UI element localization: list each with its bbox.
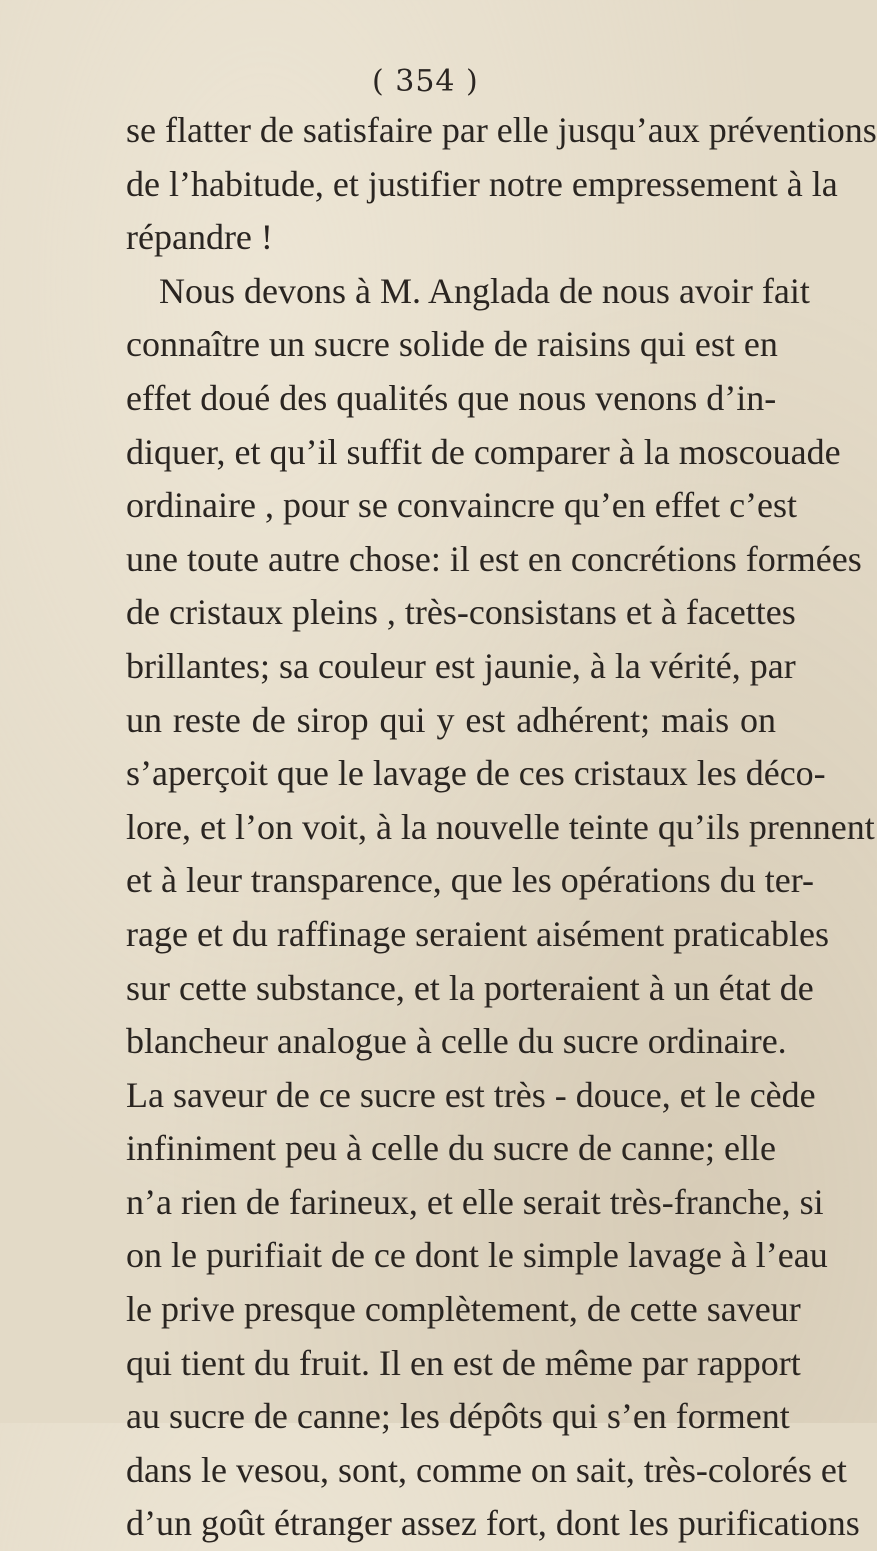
text-line: au sucre de canne; les dépôts qui s’en forment [126,1396,790,1437]
text-line: blancheur analogue à celle du sucre ordinaire. [126,1021,787,1062]
text-line: La saveur de ce sucre est très - douce, et le cède [126,1074,816,1115]
text-line: on le purifiait de ce dont le simple lavage à l’eau [126,1235,828,1276]
text-line: s’aperçoit que le lavage de ces cristaux les déco- [126,753,826,794]
text-line: ordinaire , pour se convaincre qu’en effet c’est [126,485,798,526]
text-line: qui tient du fruit. Il en est de même par rapport [126,1342,801,1383]
text-line: et à leur transparence, que les opérations du ter- [126,860,814,901]
text-line: connaître un sucre solide de raisins qui est en [126,324,778,365]
page-number: ( 354 ) [372,64,479,99]
text-line: de cristaux pleins , très-consistans et à facettes [126,592,796,633]
text-line: dans le vesou, sont, comme on sait, très-colorés et [126,1449,847,1490]
text-line: infiniment peu à celle du sucre de canne; elle [126,1128,776,1169]
text-line: le prive presque complètement, de cette saveur [126,1289,801,1330]
text-line: répandre ! [126,217,273,258]
text-line: rage et du raffinage seraient aisément praticables [126,913,829,954]
text-line: d’un goût étranger assez fort, dont les purifications [126,1503,860,1544]
text-line: se flatter de satisfaire par elle jusqu’aux préventions [126,110,877,150]
text-line: effet doué des qualités que nous venons d’in- [126,377,777,418]
text-line: lore, et l’on voit, à la nouvelle teinte qu’ils prennent [126,806,875,847]
text-line: une toute autre chose: il est en concrétions formées [126,538,862,579]
text-line: de l’habitude, et justifier notre empressement à la [126,163,838,204]
text-line: brillantes; sa couleur est jaunie, à la vérité, par [126,645,796,686]
text-line: n’a rien de farineux, et elle serait très-franche, si [126,1181,824,1222]
text-line: Nous devons à M. Anglada de nous avoir fait [159,270,810,311]
text-line: sur cette substance, et la porteraient à un état de [126,967,814,1008]
text-line: un reste de sirop qui y est adhérent; mais on [126,699,776,740]
body-text [126,104,877,1551]
text-line: diquer, et qu’il suffit de comparer à la moscouade [126,431,841,472]
